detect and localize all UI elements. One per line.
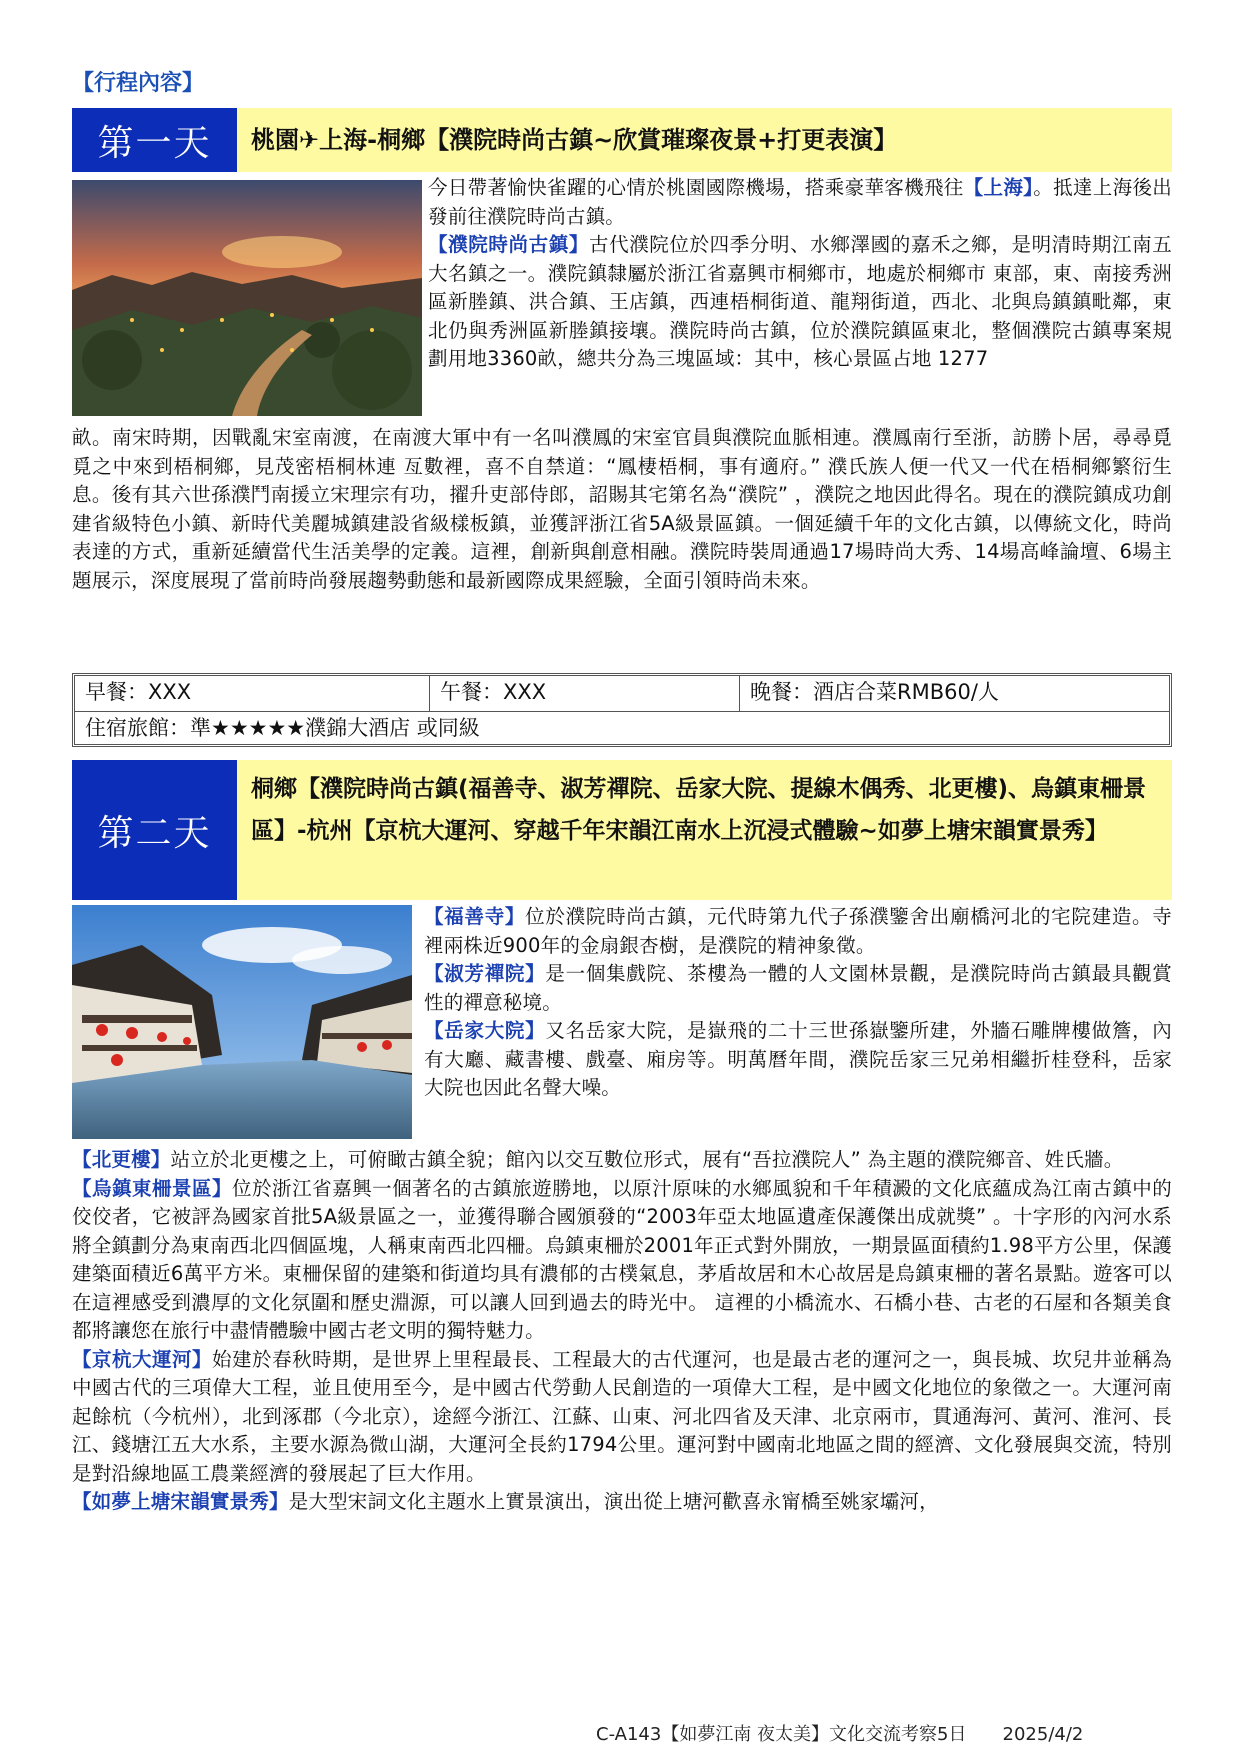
itinerary-header: 【行程內容】 [72, 71, 205, 96]
dinner-cell: 晚餐：酒店合菜RMB60/人 [750, 680, 999, 704]
day2-label: 第二天 [72, 760, 237, 900]
shufang-text: 是一個集戲院、茶樓為一體的人文園林景觀，是濮院時尚古鎮最具觀賞性的禪意秘境。 [424, 962, 1172, 1014]
meal-table [72, 673, 1172, 747]
day1-photo [72, 180, 422, 416]
shanghai-highlight: 【上海】 [963, 176, 1034, 199]
wuzhen-highlight: 【烏鎮東柵景區】 [72, 1176, 233, 1200]
north-tower-highlight: 【北更樓】 [72, 1148, 171, 1171]
day2-title: 桐鄉【濮院時尚古鎮(福善寺、淑芳禪院、岳家大院、提線木偶秀、北更樓)、烏鎮東柵景區】-杭州【京杭大運河、穿越千年宋韻江南水上沉浸式體驗~如夢上塘宋韻實景秀】 [237, 760, 1172, 900]
grand-canal-text: 始建於春秋時期，是世界上里程最長、工程最大的古代運河，也是最古老的運河之一，與長城、坎兒井並稱為中國古代的三項偉大工程，並且使用至今，是中國古代勞動人民創造的一項偉大工程，是中國文化地位的象徵之一。大運河南起餘杭（今杭州），北到涿郡（今北京），途經今浙江、江蘇、山東、河北四省及天津、北京兩市，貫通海河、黃河、淮河、長江、錢塘江五大水系，主要水源為微山湖，大運河全長約1794公里。運河對中國南北地區之間的經濟、文化發展與交流，特別是對沿線地區工農業經濟的發展起了巨大作用。 [72, 1347, 1172, 1485]
day1-full-text: 畝。南宋時期，因戰亂宋室南渡，在南渡大軍中有一名叫濮鳳的宋室官員與濮院血脈相連。濮鳳南行至浙，訪勝卜居，尋尋覓覓之中來到梧桐鄉，見茂密梧桐林連 亙數裡，喜不自禁道：“鳳棲梧桐，事有適府。” 濮氏族人便一代又一代在梧桐鄉繁衍生息。後有其六世孫濮鬥南援立宋理宗有功，擢升吏部侍郎，詔賜其宅第名為“濮院” ，濮院之地因此得名。現在的濮院鎮成功創建省級特色小鎮、新時代美麗城鎮建設省級樣板鎮，並獲評浙江省5A級景區鎮。一個延續千年的文化古鎮，以傳統文化，時尚表達的方式，重新延續當代生活美學的定義。這裡，創新與創意相融。濮院時裝周通過17場時尚大秀、14場高峰論壇、6場主題展示，深度展現了當前時尚發展趨勢動態和最新國際成果經驗，全面引領時尚未來。 [72, 426, 1172, 592]
day1-p1-wrapped: 古代濮院位於四季分明、水鄉澤國的嘉禾之鄉，是明清時期江南五大名鎮之一。濮院鎮隸屬於浙江省嘉興市桐鄉市，地處於桐鄉市 東部，東、南接秀洲區新塍鎮、洪合鎮、王店鎮，西連梧桐街道、龍翔街道，西北、北與烏鎮鎮毗鄰，東北仍與秀洲區新塍鎮接壤。濮院時尚古鎮，位於濮院鎮區東北，整個濮院古鎮專案規劃用地3360畝，總共分為三塊區域：其中，核心景區占地 1277 [428, 233, 1172, 370]
page-footer: C-A143【如夢江南 夜太美】文化交流考察5日 2025/4/2 [596, 1724, 1084, 1745]
hotel-cell: 住宿旅館：準★★★★★濮錦大酒店 或同級 [85, 716, 480, 740]
shufang-highlight: 【淑芳禪院】 [424, 962, 546, 985]
yue-family-highlight: 【岳家大院】 [424, 1019, 546, 1042]
yue-family-text: 又名岳家大院，是嶽飛的二十三世孫嶽鑒所建，外牆石雕牌樓做簷，內有大廳、藏書樓、戲臺、廂房等。明萬曆年間，濮院岳家三兄弟相繼折桂登科，岳家大院也因此名聲大噪。 [424, 1019, 1172, 1099]
canal-town-image [72, 905, 412, 1139]
day1-label: 第一天 [72, 108, 237, 172]
day1-intro-text [428, 174, 1172, 418]
show-text: 是大型宋詞文化主題水上實景演出，演出從上塘河歡喜永甯橋至姚家壩河， [288, 1490, 939, 1513]
day1-title: 桃園✈上海-桐鄉【濮院時尚古鎮~欣賞璀璨夜景+打更表演】 [237, 108, 1172, 172]
fushan-temple-highlight: 【福善寺】 [424, 905, 526, 928]
fushan-temple-text: 位於濮院時尚古鎮，元代時第九代子孫濮鑒舍出廟橋河北的宅院建造。寺裡兩株近900年的金扇銀杏樹，是濮院的精神象徵。 [424, 905, 1172, 957]
lunch-cell: 午餐：XXX [430, 676, 740, 711]
day1-intro-a: 今日帶著愉快雀躍的心情於桃園國際機場，搭乘豪華客機飛往 [428, 176, 964, 199]
day1-intro-b: 。抵達上海後出發前往濮院時尚古鎮。 [428, 176, 1172, 228]
show-highlight: 【如夢上塘宋韻實景秀】 [72, 1490, 289, 1513]
breakfast-cell: 早餐：XXX [75, 676, 430, 711]
town-sunset-image [72, 180, 422, 416]
puyuan-highlight: 【濮院時尚古鎮】 [428, 233, 589, 256]
grand-canal-highlight: 【京杭大運河】 [72, 1347, 213, 1371]
day2-photo [72, 905, 412, 1139]
day2-side-text [424, 903, 1172, 1143]
north-tower-text: 站立於北更樓之上，可俯瞰古鎮全貌；館內以交互數位形式，展有“吾拉濮院人” 為主題的濮院鄉音、姓氏牆。 [170, 1148, 1124, 1171]
wuzhen-text: 位於浙江省嘉興一個著名的古鎮旅遊勝地，以原汁原味的水鄉風貌和千年積澱的文化底蘊成為江南古鎮中的佼佼者，它被評為國家首批5A級景區之一，並獲得聯合國頒發的“2003年亞太地區遺產保護傑出成就獎” 。十字形的內河水系將全鎮劃分為東南西北四個區塊，人稱東南西北四柵。烏鎮東柵於2001年正式對外開放，一期景區面積約1.98平方公里，保護建築面積近6萬平方米。東柵保留的建築和街道均具有濃郁的古樸氣息，茅盾故居和木心故居是烏鎮東柵的著名景點。遊客可以在這裡感受到濃厚的文化氛圍和歷史淵源，可以讓人回到過去的時光中。 這裡的小橋流水、石橋小巷、古老的石屋和各類美食都將讓您在旅行中盡情體驗中國古老文明的獨特魅力。 [72, 1176, 1172, 1342]
day2-full-text [72, 1146, 1172, 1710]
